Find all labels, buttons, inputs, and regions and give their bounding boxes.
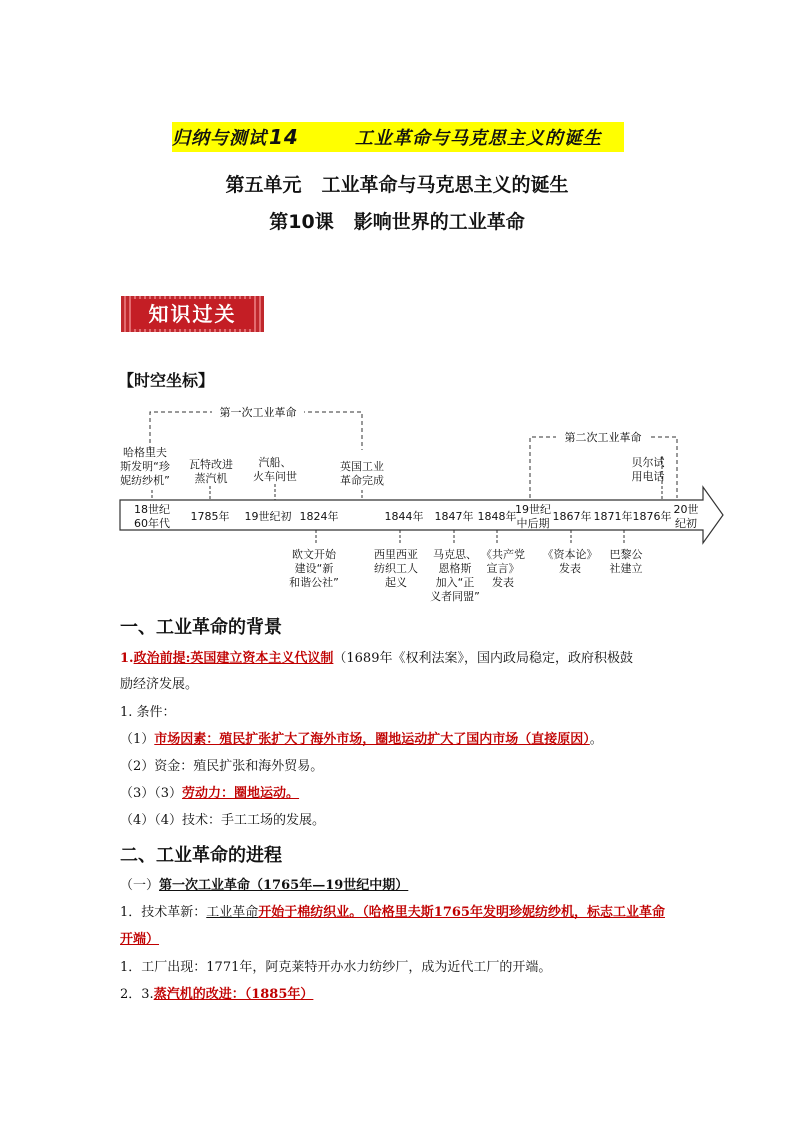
- first-revolution-label: 第一次工业革命: [219, 406, 297, 419]
- lesson-number: 第10课: [269, 211, 334, 233]
- event-text: 哈格里夫: [123, 446, 167, 459]
- event-text: 革命完成: [340, 474, 384, 487]
- timeline-heading: 【时空坐标】: [118, 371, 215, 390]
- tick-label: 1867年: [552, 510, 592, 523]
- subheading: [120, 873, 680, 899]
- tick-label: 60年代: [134, 517, 170, 530]
- item-number: 2．3.: [120, 987, 154, 1002]
- event-text: 《资本论》: [542, 548, 598, 561]
- event-text: 社建立: [609, 562, 643, 575]
- knowledge-banner-label: 知识过关: [131, 299, 254, 329]
- key-point: 政治前提:英国建立资本主义代议制: [133, 651, 334, 666]
- paragraph: [120, 900, 680, 926]
- event-text: 西里西亚: [374, 548, 418, 561]
- tick-label: 1785年: [190, 510, 230, 523]
- paragraph-text: 1．技术革新：: [120, 905, 207, 920]
- paragraph-text: 。: [589, 732, 603, 747]
- paragraph: [120, 927, 680, 953]
- tick-label: 1824年: [299, 510, 339, 523]
- event-text: 蒸汽机: [194, 472, 228, 485]
- key-point: 劳动力：圈地运动。: [182, 786, 300, 801]
- event-text: 纺织工人: [374, 562, 418, 575]
- tick-label: 纪初: [675, 517, 697, 530]
- event-text: 起义: [385, 576, 407, 589]
- main-title-number: 14: [269, 125, 299, 149]
- key-point: 开始于棉纺织业。（哈格里夫斯1765年发明珍妮纺纱机，标志工业革命: [258, 905, 665, 920]
- tick-label: 1876年: [632, 510, 672, 523]
- main-title-prefix: 归纳与测试: [172, 128, 267, 149]
- paragraph-text: 工业革命: [206, 905, 259, 920]
- top-events: [120, 445, 664, 487]
- event-text: 用电话: [631, 470, 665, 483]
- event-text: 贝尔试: [631, 456, 665, 469]
- tick-label: 20世: [673, 503, 699, 516]
- event-text: 欧文开始: [292, 548, 336, 561]
- paragraph: （2）资金：殖民扩张和海外贸易。: [120, 759, 324, 774]
- event-text: 汽船、: [258, 456, 292, 469]
- event-text: 加入“正: [435, 576, 475, 589]
- tick-label: 18世纪: [134, 503, 170, 516]
- event-text: 瓦特改进: [189, 458, 233, 471]
- event-text: 火车问世: [253, 470, 297, 483]
- paragraph: [120, 781, 680, 807]
- tick-label: 1847年: [434, 510, 474, 523]
- paragraph-text: （1689年《权利法案》，国内政局稳定，政府积极鼓: [333, 651, 633, 666]
- event-text: 义者同盟”: [430, 590, 480, 603]
- event-text: 恩格斯: [438, 562, 472, 575]
- event-text: 马克思、: [433, 548, 477, 561]
- event-text: 斯发明“珍: [120, 460, 170, 473]
- second-revolution-label: 第二次工业革命: [564, 431, 642, 444]
- event-text: 建设“新: [294, 562, 334, 575]
- item-number: （3）（3）: [120, 786, 183, 801]
- event-text: 英国工业: [340, 460, 384, 473]
- subheading-text: 第一次工业革命（1765年—19世纪中期）: [159, 878, 409, 893]
- bottom-connectors: [316, 530, 624, 545]
- unit-name: 工业革命与马克思主义的诞生: [321, 174, 569, 196]
- key-point: 蒸汽机的改进：（1885年）: [153, 987, 314, 1002]
- paragraph: 励经济发展。: [120, 677, 199, 692]
- event-text: 妮纺纱机”: [120, 474, 170, 487]
- event-text: 和谐公社”: [289, 576, 339, 589]
- lesson-name: 影响世界的工业革命: [353, 211, 525, 233]
- tick-label: 1848年: [477, 510, 517, 523]
- key-point: 开端）: [120, 932, 160, 947]
- item-number: （1）: [120, 732, 155, 747]
- first-revolution-bracket: [150, 404, 362, 450]
- event-text: 发表: [559, 562, 581, 575]
- item-number: （一）: [120, 878, 160, 893]
- event-text: 发表: [492, 576, 514, 589]
- paragraph: （4）（4）技术：手工工场的发展。: [120, 813, 326, 828]
- main-title-topic: 工业革命与马克思主义的诞生: [354, 128, 602, 149]
- tick-label: 中后期: [516, 517, 550, 530]
- event-text: 宣言》: [486, 562, 520, 575]
- tick-label: 19世纪: [515, 503, 551, 516]
- tick-label: 1844年: [384, 510, 424, 523]
- tick-label: 19世纪初: [244, 510, 292, 523]
- event-text: 《共产党: [481, 548, 525, 561]
- paragraph: [120, 646, 680, 672]
- tick-label: 1871年: [593, 510, 633, 523]
- item-number: 1.: [120, 651, 134, 666]
- paragraph: 1．工厂出现：1771年，阿克莱特开办水力纺纱厂，成为近代工厂的开端。: [120, 960, 552, 975]
- paragraph: [120, 727, 680, 753]
- unit-number: 第五单元: [225, 174, 302, 196]
- section-heading: 二、工业革命的进程: [120, 845, 282, 866]
- bottom-events: [289, 547, 642, 603]
- section-heading: 一、工业革命的背景: [120, 617, 282, 638]
- event-text: 巴黎公: [609, 548, 643, 561]
- paragraph: [120, 982, 680, 1008]
- key-point: 市场因素：殖民扩张扩大了海外市场，圈地运动扩大了国内市场（直接原因）: [154, 732, 590, 747]
- paragraph: 1. 条件：: [120, 705, 176, 720]
